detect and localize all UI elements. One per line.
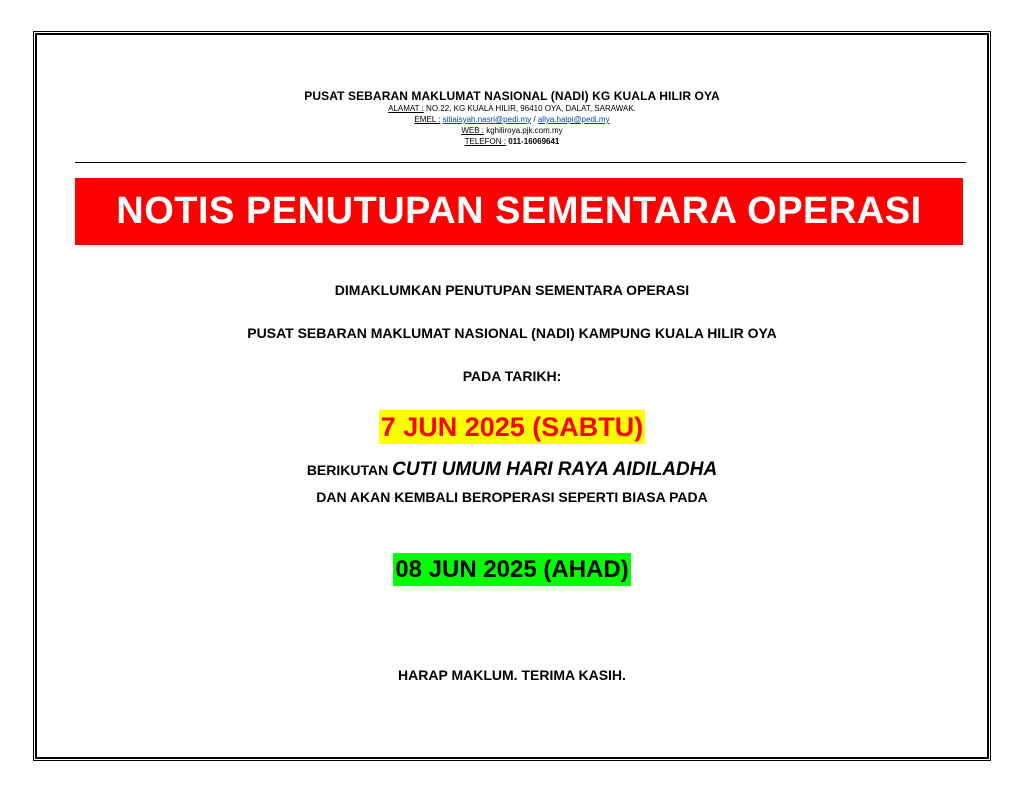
web-label: WEB : [461, 126, 484, 135]
web-line [0, 125, 1024, 136]
phone-value: 011-16069641 [508, 137, 560, 146]
closure-date: 7 JUN 2025 (SABTU) [380, 412, 644, 442]
phone-line [0, 136, 1024, 147]
notice-banner [75, 178, 963, 245]
holiday-name: CUTI UMUM HARI RAYA AIDILADHA [392, 459, 718, 480]
closing-line: HARAP MAKLUM. TERIMA KASIH. [398, 667, 626, 683]
address-value: NO.22, KG KUALA HILIR, 96410 OYA, DALAT, SARAWAK. [426, 104, 636, 113]
web-value: kghiliroya.pjk.com.my [486, 126, 563, 135]
email-line [0, 114, 1024, 125]
return-date-row [0, 553, 1024, 586]
notice-line-2: PUSAT SEBARAN MAKLUMAT NASIONAL (NADI) KAMPUNG KUALA HILIR OYA [247, 325, 777, 341]
phone-label: TELEFON : [464, 137, 506, 146]
banner-title: NOTIS PENUTUPAN SEMENTARA OPERASI [116, 190, 922, 232]
email-label: EMEL : [414, 115, 441, 124]
address-line [0, 103, 1024, 114]
reason-row [0, 459, 1024, 481]
email-separator: / [531, 115, 538, 124]
return-date: 08 JUN 2025 (AHAD) [393, 553, 630, 586]
closure-date-row [0, 410, 1024, 444]
notice-line-3: PADA TARIKH: [462, 368, 562, 384]
notice-line-1: DIMAKLUMKAN PENUTUPAN SEMENTARA OPERASI [334, 282, 690, 298]
return-line: DAN AKAN KEMBALI BEROPERASI SEPERTI BIASA PADA [316, 489, 708, 505]
email-link-2[interactable]: allya.halpi@pedi.my [537, 115, 610, 124]
reason-prefix: BERIKUTAN [306, 462, 393, 478]
letterhead [0, 89, 1024, 147]
header-divider [75, 162, 966, 163]
address-label: ALAMAT : [388, 104, 424, 113]
email-link-1[interactable]: sitiaisyah.nasri@pedi.my [442, 115, 532, 124]
org-name: PUSAT SEBARAN MAKLUMAT NASIONAL (NADI) KG KUALA HILIR OYA [304, 89, 720, 103]
